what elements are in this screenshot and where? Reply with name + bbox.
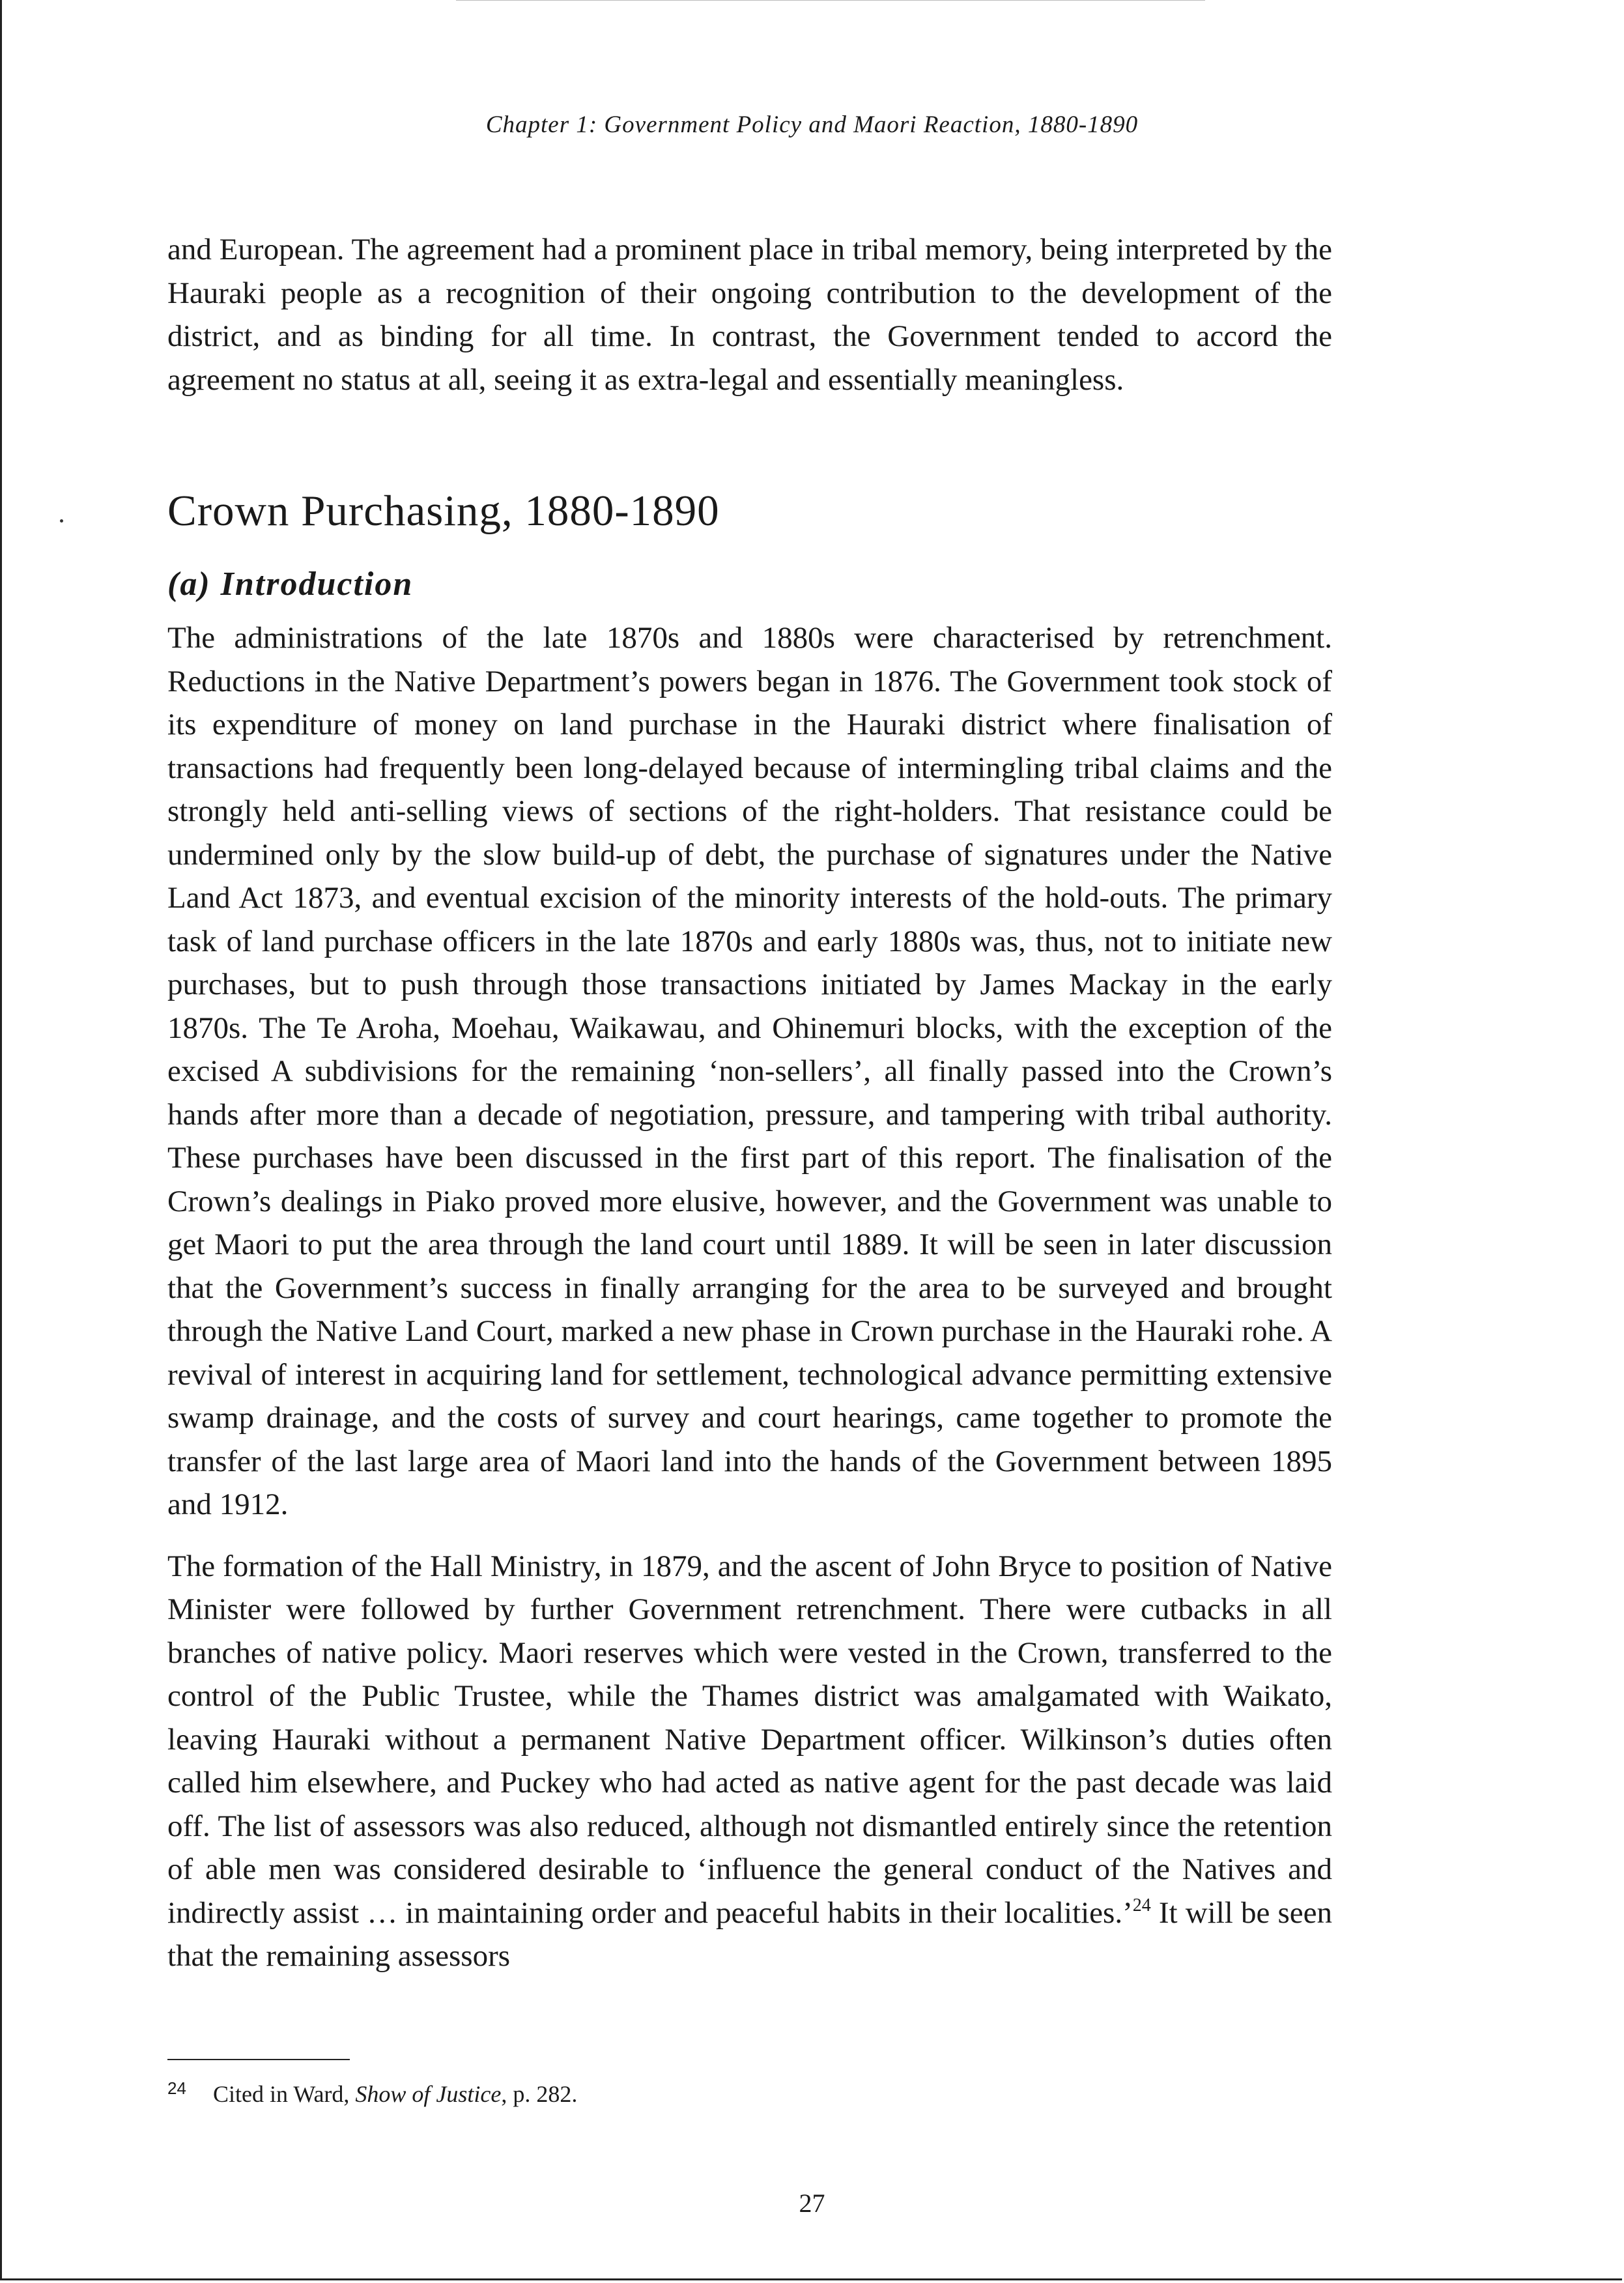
footnote-reference[interactable]: 24 — [1132, 1895, 1151, 1916]
footnote-page: , p. 282. — [501, 2081, 578, 2107]
page-number: 27 — [799, 2189, 825, 2218]
subsection-title: (a) Introduction — [167, 566, 414, 603]
body-paragraph-2-tail: It will be seen that the remaining assessors — [167, 1895, 1332, 1973]
footnote-source-title: Show of Justice — [355, 2081, 502, 2107]
page-content — [167, 228, 1332, 1978]
footnote-divider — [167, 2059, 350, 2060]
scan-speck — [60, 519, 63, 523]
body-paragraph-2 — [167, 1545, 1332, 1978]
intro-paragraph: and European. The agreement had a prominent place in tribal memory, being interpreted by the Hauraki people as a recognition of their ongoing contribution to the development of the district, and as binding for all time. In contrast, the Government tended to accord the agreement no status at all, seeing it as extra-legal and essentially meaningless. — [167, 233, 1332, 397]
footnote-text: Cited in Ward, — [213, 2081, 356, 2107]
footnote-number: 24 — [167, 2078, 186, 2098]
scan-edge-line — [456, 0, 1205, 1]
body-paragraph-1: The administrations of the late 1870s and 1880s were characterised by retrenchment. Reductions in the Native Department’s powers began in 1876. The Government took stock of its expenditure of money on land purchase in the Hauraki district where finalisation of transactions had frequently been long-delayed because of intermingling tribal claims and the strongly held anti-selling views of sections of the right-holders. That resistance could be undermined only by the slow build-up of debt, the purchase of signatures under the Native Land Act 1873, and eventual excision of the minority interests of the hold-outs. The primary task of land purchase officers in the late 1870s and early 1880s was, thus, not to initiate new purchases, but to push through those transactions initiated by James Mackay in the early 1870s. The Te Aroha, Moehau, Waikawau, and Ohinemuri blocks, with the exception of the excised A subdivisions for the remaining ‘non-sellers’, all finally passed into the Crown’s hands after more than a decade of negotiation, pressure, and tampering with tribal authority. These purchases have been discussed in the first part of this report. The finalisation of the Crown’s dealings in Piako proved more elusive, however, and the Government was unable to get Maori to put the area through the land court until 1889. It will be seen in later discussion that the Government’s success in finally arranging for the area to be surveyed and brought through the Native Land Court, marked a new phase in Crown purchase in the Hauraki rohe. A revival of interest in acquiring land for settlement, technological advance permitting extensive swamp drainage, and the costs of survey and court hearings, came together to promote the transfer of the last large area of Maori land into the hands of the Government between 1895 and 1912. — [167, 621, 1332, 1521]
footnote — [167, 2072, 577, 2110]
body-paragraph-2-text: The formation of the Hall Ministry, in 1879, and the ascent of John Bryce to position of Native Minister were followed by further Government retrenchment. There were cutbacks in all branches of native policy. Maori reserves which were vested in the Crown, transferred to the control of the Public Trustee, while the Thames district was amalgamated with Waikato, leaving Hauraki without a permanent Native Department officer. Wilkinson’s duties often called him elsewhere, and Puckey who had acted as native agent for the past decade was laid off. The list of assessors was also reduced, although not dismantled entirely since the retention of able men was considered desirable to ‘influence the general conduct of the Natives and indirectly assist … in maintaining order and peaceful habits in their localities.’ — [167, 1549, 1332, 1930]
section-title: Crown Purchasing, 1880-1890 — [167, 487, 720, 535]
running-header: Chapter 1: Government Policy and Maori Reaction, 1880-1890 — [485, 111, 1139, 138]
